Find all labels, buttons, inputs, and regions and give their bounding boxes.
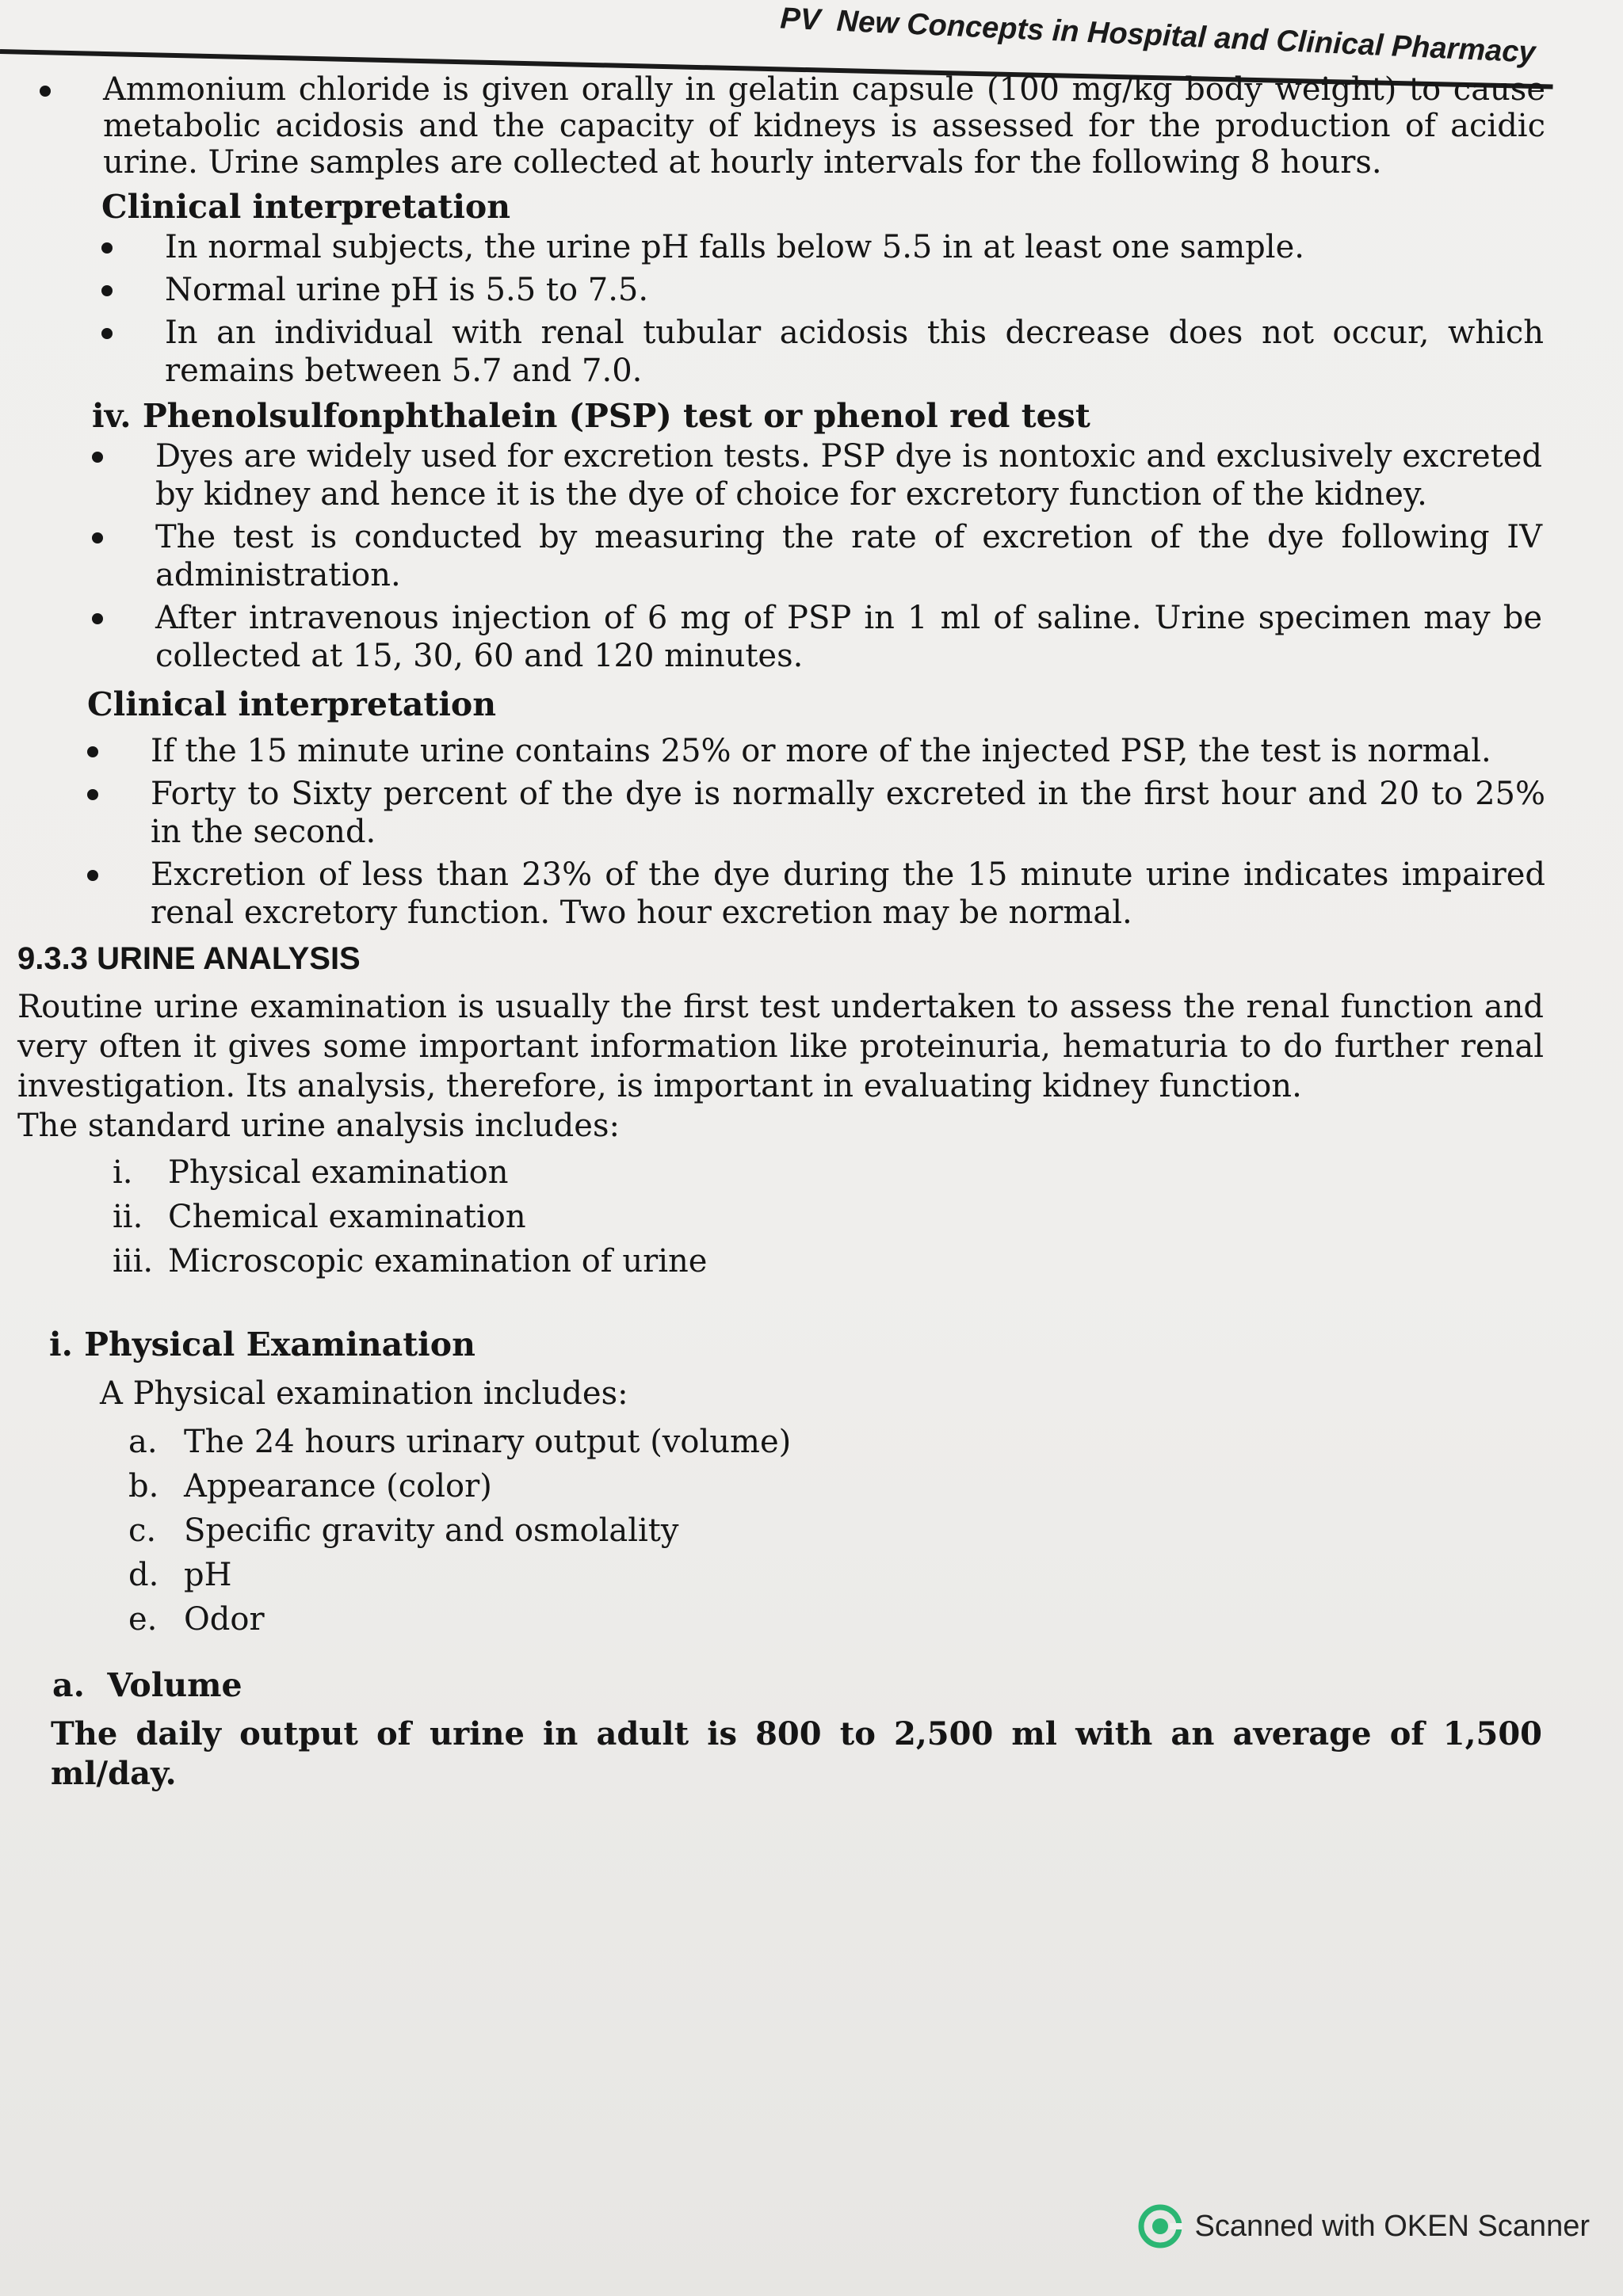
oken-scanner-logo-icon: [1138, 2204, 1182, 2248]
section-subheading: Clinical interpretation: [87, 685, 497, 723]
list-item-text: After intravenous injection of 6 mg of PSP in 1 ml of saline. Urine specimen may be collected at 15, 30, 60 and 120 minutes.: [155, 600, 1542, 674]
volume-section: [52, 1664, 1542, 1794]
section-subheading: a. Volume: [52, 1666, 242, 1704]
clinical-interpretation-2: [87, 683, 1545, 932]
analysis-list: [113, 1150, 1544, 1283]
list-item: [87, 775, 1545, 851]
bullet-icon: [92, 613, 103, 624]
list-item-text: Odor: [184, 1601, 265, 1638]
list-number: b.: [128, 1468, 159, 1505]
list-item: [101, 271, 1544, 309]
section-heading: 9.3.3 URINE ANALYSIS: [17, 941, 361, 976]
intro-section: [103, 71, 1545, 181]
bullet-icon: [101, 242, 113, 254]
list-number: a.: [128, 1424, 158, 1460]
list-item-text: Forty to Sixty percent of the dye is normally excreted in the first hour and 20 to 25% in the second.: [151, 776, 1545, 850]
intro-text: Ammonium chloride is given orally in gelatin capsule (100 mg/kg body weight) to cause metabolic acidosis and the capacity of kidneys is assessed for the production of acidic urine. Urine samples are collected at hourly intervals for the following 8 hours.: [103, 71, 1545, 181]
list-item-text: Excretion of less than 23% of the dye during the 15 minute urine indicates impaired renal excretory function. Two hour excretion may be normal.: [151, 856, 1545, 931]
bullet-icon: [40, 86, 51, 97]
clinical-interpretation-1: [101, 185, 1544, 390]
physical-examination-section: [49, 1323, 1539, 1642]
list-number: iii.: [113, 1243, 154, 1280]
bullet-icon: [92, 452, 103, 463]
paragraph: Routine urine examination is usually the first test undertaken to assess the renal function and very often it gives some important information like proteinuria, hematuria to do further renal investigation. Its analysis, therefore, is important in evaluating kidney function.: [17, 989, 1544, 1104]
list-number: e.: [128, 1601, 158, 1638]
list-number: i.: [113, 1154, 133, 1191]
publisher-logo: PV: [779, 2, 822, 37]
list-item-text: Appearance (color): [184, 1468, 492, 1505]
paragraph: The daily output of urine in adult is 800 to 2,500 ml with an average of 1,500 ml/day.: [51, 1715, 1542, 1792]
list-item: [101, 314, 1544, 390]
section-subheading: iv. Phenolsulfonphthalein (PSP) test or phenol red test: [92, 397, 1090, 435]
list-item: [101, 228, 1544, 266]
list-item-text: The test is conducted by measuring the rate of excretion of the dye following IV administration.: [155, 519, 1542, 593]
page-content: [0, 71, 1623, 1794]
list-item: [113, 1150, 1544, 1195]
paragraph: A Physical examination includes:: [100, 1375, 628, 1412]
list-item: [92, 518, 1542, 594]
list-item-text: In an individual with renal tubular acidosis this decrease does not occur, which remains between 5.7 and 7.0.: [165, 315, 1544, 389]
list-item: [128, 1553, 1539, 1597]
section-subheading: i. Physical Examination: [49, 1325, 475, 1363]
physical-list: [128, 1420, 1539, 1642]
bullet-icon: [101, 285, 113, 296]
list-item: [87, 732, 1545, 770]
list-number: c.: [128, 1512, 157, 1549]
watermark-text: Scanned with OKEN Scanner: [1194, 2209, 1590, 2243]
psp-test-section: [92, 395, 1542, 675]
list-item-text: The 24 hours urinary output (volume): [184, 1424, 792, 1460]
list-item-text: Specific gravity and osmolality: [184, 1512, 679, 1549]
list-number: d.: [128, 1557, 159, 1593]
scanner-watermark: [1138, 2204, 1591, 2248]
bullet-icon: [87, 870, 98, 881]
list-item-text: Microscopic examination of urine: [168, 1243, 708, 1280]
list-item: [40, 71, 1545, 181]
bullet-icon: [92, 532, 103, 543]
list-item-text: pH: [184, 1557, 232, 1593]
list-item: [128, 1420, 1539, 1464]
list-item-text: If the 15 minute urine contains 25% or more of the injected PSP, the test is normal.: [151, 733, 1491, 769]
list-number: ii.: [113, 1199, 143, 1235]
bullet-icon: [87, 746, 98, 757]
paragraph: The standard urine analysis includes:: [17, 1108, 620, 1144]
list-item: [87, 856, 1545, 932]
header-title: [780, 2, 1537, 70]
list-item: [92, 437, 1542, 513]
list-item: [113, 1239, 1544, 1283]
list-item-text: Chemical examination: [168, 1199, 526, 1235]
list-item: [92, 599, 1542, 675]
list-item: [113, 1195, 1544, 1239]
urine-analysis-section: [17, 936, 1544, 1283]
running-header: [0, 0, 1623, 70]
bullet-icon: [87, 789, 98, 800]
book-title: New Concepts in Hospital and Clinical Pharmacy: [835, 4, 1537, 70]
list-item: [128, 1464, 1539, 1508]
list-item-text: Physical examination: [168, 1154, 509, 1191]
list-item: [128, 1597, 1539, 1642]
section-subheading: Clinical interpretation: [101, 188, 511, 226]
list-item-text: Normal urine pH is 5.5 to 7.5.: [165, 272, 649, 308]
list-item-text: Dyes are widely used for excretion tests. PSP dye is nontoxic and exclusively excreted by kidney and hence it is the dye of choice for excretory function of the kidney.: [155, 438, 1542, 513]
list-item-text: In normal subjects, the urine pH falls below 5.5 in at least one sample.: [165, 229, 1304, 265]
bullet-icon: [101, 328, 113, 339]
list-item: [128, 1508, 1539, 1553]
